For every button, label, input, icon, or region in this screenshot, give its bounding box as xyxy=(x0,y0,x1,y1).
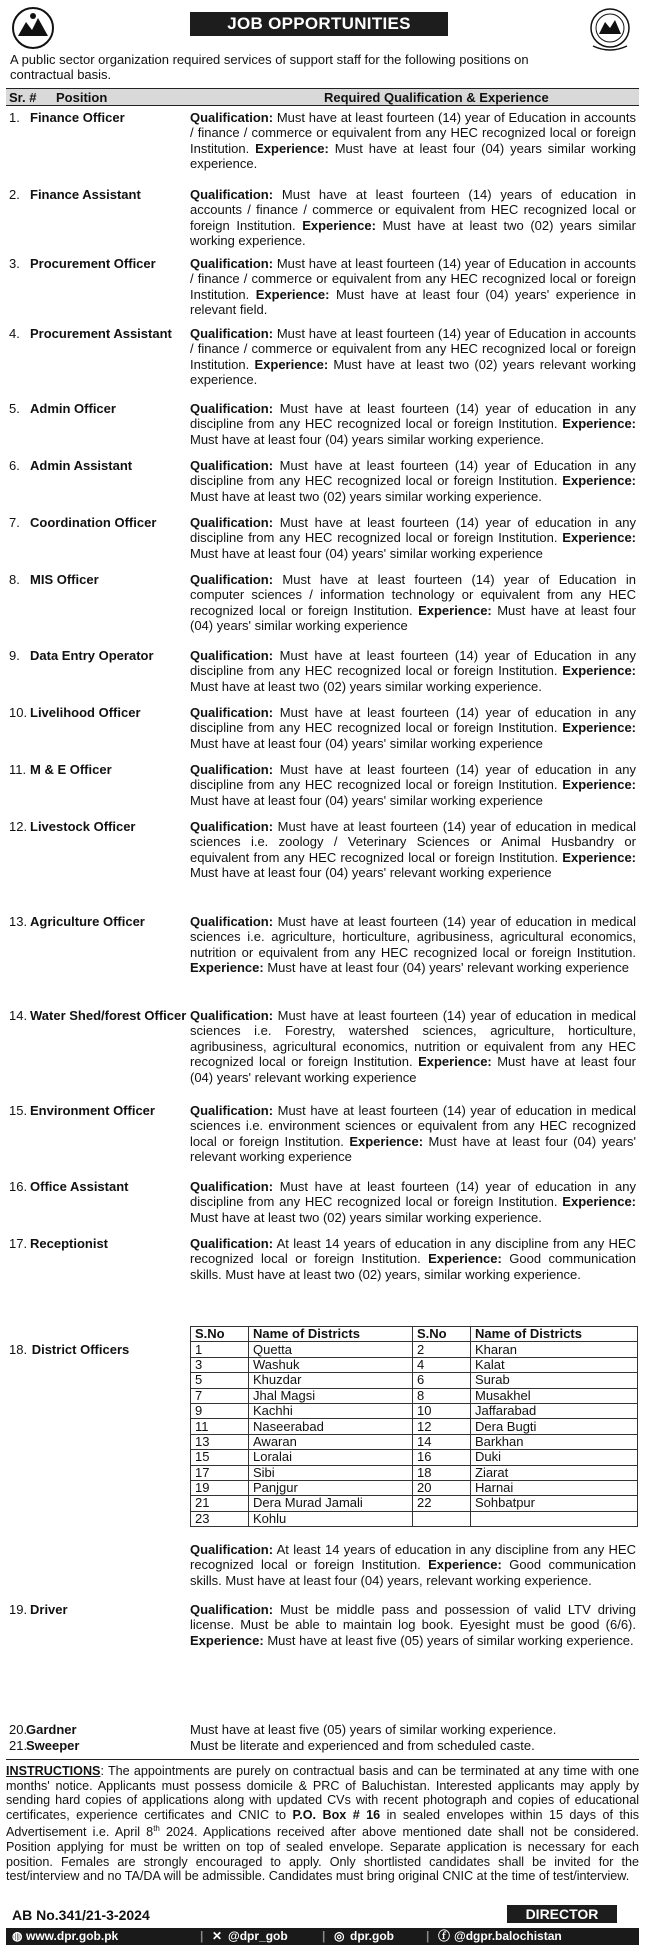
requirements: Must be literate and experienced and from scheduled caste. xyxy=(190,1738,535,1753)
list-item: 15. Environment Officer Qualification: Must have at least fourteen (14) year of education in medical sciences i.e. environment sciences or equivalent from any HEC recognized local or foreign Institution. Experience: Must have at least four (04) years' relevant working experience xyxy=(9,1103,637,1165)
table-row: 11 Naseerabad 12 Dera Bugti xyxy=(191,1419,638,1434)
position-title: Receptionist xyxy=(30,1236,109,1251)
position-title: Environment Officer xyxy=(30,1103,155,1118)
requirements: Qualification: Must have at least fourteen (14) year of education in any discipline from any HEC recognized local or foreign Institution. Experience: Must have at least four (04) years similar working experience. xyxy=(190,401,636,447)
position-title: Livestock Officer xyxy=(30,819,136,834)
position-title: Water Shed/forest Officer xyxy=(30,1008,187,1023)
list-item: 3. Procurement Officer Qualification: Must have at least fourteen (14) year of Education in accounts / finance / commerce or equivalent from any HEC recognized local or foreign Institution. Experience: Must have at least four (04) years' experience in relevant field. xyxy=(9,256,636,318)
requirements: Qualification: Must have at least fourteen (14) year of education in any discipline from any HEC recognized local or foreign Institution. Experience: Must have at least four (04) years' similar working experience xyxy=(190,515,636,561)
list-item: 13. Agriculture Officer Qualification: Must have at least fourteen (14) year of education in medical sciences i.e. agriculture, horticulture, agribusiness, agricultural economics, nutrition or equivalent from any HEC recognized local or foreign Institution. Experience: Must have at least four (04) years' relevant working experience xyxy=(9,914,636,976)
requirements: Qualification: Must have at least fourteen (14) year of Education in accounts / finance / commerce or equivalent from any HEC recognized local or foreign Institution. Experience: Must have at least four (04) years similar working experience. xyxy=(190,110,636,172)
list-item: 14. Water Shed/forest Officer Qualification: Must have at least fourteen (14) year of education in medical sciences i.e. Forestry, watershed sciences, agriculture, horticulture, agribusiness, agricultural economics, nutrition or equivalent from any HEC recognized local or foreign Institution. Experience: Must have at least four (04) years' relevant working experience xyxy=(9,1008,636,1085)
requirements: Qualification: At least 14 years of education in any discipline from any HEC recognized local or foreign Institution. Experience: Good communication skills. Must have at least two (02) years, similar working experience. xyxy=(190,1236,636,1282)
table-row: 15 Loralai 16 Duki xyxy=(191,1450,638,1465)
requirements: Qualification: Must have at least fourteen (14) year of Education in any discipline from any HEC recognized local or foreign Institution. Experience: Must have at least two (02) years similar working experience. xyxy=(190,458,636,504)
list-item: 5. Admin Officer Qualification: Must have at least fourteen (14) year of education in any discipline from any HEC recognized local or foreign Institution. Experience: Must have at least four (04) years similar working experience. xyxy=(9,401,636,447)
list-item: 20. Gardner Must have at least five (05) years of similar working experience. xyxy=(6,1722,639,1737)
requirements: Qualification: Must be middle pass and possession of valid LTV driving license. Must be able to maintain log book. Eyesight must be good (6/6). Experience: Must have at least five (05) years of similar working experience. xyxy=(190,1602,636,1648)
website-link[interactable]: www.dpr.gob.pk xyxy=(26,1929,119,1943)
table-row: 23 Kohlu xyxy=(191,1511,638,1526)
requirements: Qualification: Must have at least fourteen (14) year of education in any discipline from any HEC recognized local or foreign Institution. Experience: Must have at least two (02) years similar working experience. xyxy=(190,1179,636,1225)
requirements: Must have at least five (05) years of similar working experience. xyxy=(190,1722,557,1737)
position-title: Driver xyxy=(30,1602,68,1617)
col-position: Position xyxy=(56,90,108,105)
header xyxy=(6,4,639,52)
position-title: Finance Assistant xyxy=(30,187,141,202)
intro-text: A public sector organization required services of support staff for the following positions on contractual basis. xyxy=(10,52,529,82)
table-row: 19 Panjgur 20 Harnai xyxy=(191,1480,638,1495)
twitter-icon: ✕ xyxy=(212,1929,223,1943)
globe-icon: ◍ xyxy=(12,1929,23,1943)
position-title: Coordination Officer xyxy=(30,515,157,530)
list-item: 19. Driver Qualification: Must be middle pass and possession of valid LTV driving license. Must be able to maintain log book. Eyesight must be good (6/6). Experience: Must have at least five (05) years of similar working experience. xyxy=(9,1602,636,1648)
list-item: 18. District Officers xyxy=(9,1342,130,1357)
list-item: 2. Finance Assistant Qualification: Must have at least fourteen (14) years of education in accounts / finance / commerce or equivalent from HEC recognized local or foreign Institution. Experience: Must have at least two (02) years similar working experience. xyxy=(9,187,636,249)
list-item: 10. Livelihood Officer Qualification: Must have at least fourteen (14) year of education in any discipline from any HEC recognized local or foreign Institution. Experience: Must have at least four (04) years' similar working experience xyxy=(9,705,636,751)
list-item: 7. Coordination Officer Qualification: Must have at least fourteen (14) year of education in any discipline from any HEC recognized local or foreign Institution. Experience: Must have at least four (04) years' similar working experience xyxy=(9,515,636,561)
list-item: 6. Admin Assistant Qualification: Must have at least fourteen (14) year of Education in any discipline from any HEC recognized local or foreign Institution. Experience: Must have at least two (02) years similar working experience. xyxy=(9,458,636,504)
table-row: 1 Quetta 2 Kharan xyxy=(191,1342,638,1357)
requirements: Qualification: Must have at least fourteen (14) year of education in medical sciences i.e. Forestry, watershed sciences, agriculture, horticulture, agribusiness, agricultural economics, nutrition or equivalent from any HEC recognized local or foreign Institution. Experience: Must have at least four (04) years' relevant working experience xyxy=(190,1008,636,1085)
position-title: Gardner xyxy=(26,1722,77,1737)
list-item: 1. Finance Officer Qualification: Must have at least fourteen (14) year of Education in accounts / finance / commerce or equivalent from any HEC recognized local or foreign Institution. Experience: Must have at least four (04) years similar working experience. xyxy=(9,110,636,172)
instagram-icon: ◎ xyxy=(334,1929,345,1943)
position-title: M & E Officer xyxy=(30,762,112,777)
position-title: Sweeper xyxy=(26,1738,80,1753)
col-sr: Sr. # xyxy=(9,90,37,105)
position-title: Office Assistant xyxy=(30,1179,129,1194)
job-advertisement xyxy=(6,4,639,1945)
emblem-right-icon xyxy=(585,6,635,52)
list-item: 11. M & E Officer Qualification: Must have at least fourteen (14) year of education in any discipline from any HEC recognized local or foreign Institution. Experience: Must have at least four (04) years' similar working experience xyxy=(9,762,636,808)
requirements: Qualification: Must have at least fourteen (14) year of Education in computer sciences / information technology or equivalent from any HEC recognized local or foreign Institution. Experience: Must have at least four (04) years' similar working experience xyxy=(190,572,636,634)
instructions: INSTRUCTIONS: The appointments are purely on contractual basis and can be terminated at any time with one months' notice. Applicants must possess domicile & PRC of Baluchistan. Interested applicants may apply by sending hard copies of applications along with updated CVs with recent photograph and copies of educational certificates, experience certificates and CNIC to P.O. Box # 16 in sealed envelopes within 15 days of this Advertisement i.e. April 8th 2024. Applications received after above mentioned date shall not be considered. Position applying for must be written on top of sealed envelope. Separate application is necessary for each position. Females are strongly encouraged to apply. Only shortlisted candidates shall be invited for the test/interview and no TA/DA will be admissible. Candidates must bring original CNIC at the time of test/interview. xyxy=(6,1759,639,1884)
position-title: District Officers xyxy=(31,1342,130,1357)
requirements: Qualification: Must have at least fourteen (14) year of Education in accounts / finance / commerce or equivalent from any HEC recognized local or foreign Institution. Experience: Must have at least four (04) years' experience in relevant field. xyxy=(190,256,636,318)
table-header xyxy=(6,88,639,106)
list-item: 4. Procurement Assistant Qualification: Must have at least fourteen (14) year of Education in accounts / finance / commerce or equivalent from any HEC recognized local or foreign Institution. Experience: Must have at least two (02) years relevant working experience. xyxy=(9,326,636,388)
requirements: Qualification: Must have at least fourteen (14) years of education in accounts / finance / commerce or equivalent from HEC recognized local or foreign Institution. Experience: Must have at least two (02) years similar working experience. xyxy=(190,187,636,249)
list-item: 16. Office Assistant Qualification: Must have at least fourteen (14) year of education in any discipline from any HEC recognized local or foreign Institution. Experience: Must have at least two (02) years similar working experience. xyxy=(9,1179,636,1225)
position-title: Livelihood Officer xyxy=(30,705,141,720)
list-item: 21. Sweeper Must be literate and experienced and from scheduled caste. xyxy=(6,1738,639,1753)
instagram-link[interactable]: dpr.gob xyxy=(350,1929,394,1943)
table-row: 13 Awaran 14 Barkhan xyxy=(191,1434,638,1449)
requirements: Qualification: Must have at least fourteen (14) year of Education in accounts / finance / commerce or equivalent from any HEC recognized local or foreign Institution. Experience: Must have at least two (02) years relevant working experience. xyxy=(190,326,636,388)
table-row: 17 Sibi 18 Ziarat xyxy=(191,1465,638,1480)
director-label: DIRECTOR xyxy=(507,1905,617,1923)
twitter-link[interactable]: @dpr_gob xyxy=(228,1929,288,1943)
position-title: Admin Officer xyxy=(30,401,116,416)
requirements: Qualification: At least 14 years of education in any discipline from any HEC recognized local or foreign Institution. Experience: Good communication skills. Must have at least four (04) years, relevant working experience. xyxy=(190,1542,636,1588)
table-row: 3 Washuk 4 Kalat xyxy=(191,1357,638,1372)
table-row: 21 Dera Murad Jamali 22 Sohbatpur xyxy=(191,1496,638,1511)
list-item: 12. Livestock Officer Qualification: Must have at least fourteen (14) year of education in medical sciences i.e. zoology / Veterinary Sciences or Animal Husbandry or equivalent from any HEC recognized local or foreign Institution. Experience: Must have at least four (04) years' relevant working experience xyxy=(9,819,636,881)
position-title: Procurement Assistant xyxy=(30,326,172,341)
position-title: Data Entry Operator xyxy=(30,648,154,663)
position-title: Agriculture Officer xyxy=(30,914,145,929)
facebook-link[interactable]: @dgpr.balochistan xyxy=(454,1929,562,1943)
social-bar: ◍ www.dpr.gob.pk | ✕ @dpr_gob | ◎ dpr.gob | ⓕ @dgpr.balochistan xyxy=(6,1928,639,1945)
requirements: Qualification: Must have at least fourteen (14) year of education in medical sciences i.e. environment sciences or equivalent from any HEC recognized local or foreign Institution. Experience: Must have at least four (04) years' relevant working experience xyxy=(190,1103,637,1165)
position-title: Procurement Officer xyxy=(30,256,156,271)
districts-table: S.No Name of Districts S.No Name of Districts 1 Quetta 2 Kharan 3 Washuk 4 Kalat 5 Khuzdar 6 Surab 7 Jhal Magsi 8 Musakhel 9 Kachhi 10 Jaffarabad 11 Naseerabad 12 Dera Bugti 13 Awaran 14 Barkhan 15 Loralai 16 Duki 17 Sibi 18 Ziarat 19 Panjgur 20 Harnai 21 Dera Murad Jamali 22 Sohbatpur 23 Kohlu xyxy=(190,1326,638,1527)
list-item: 8. MIS Officer Qualification: Must have at least fourteen (14) year of Education in computer sciences / information technology or equivalent from any HEC recognized local or foreign Institution. Experience: Must have at least four (04) years' similar working experience xyxy=(9,572,636,634)
position-title: MIS Officer xyxy=(30,572,99,587)
list-item: 17. Receptionist Qualification: At least 14 years of education in any discipline from any HEC recognized local or foreign Institution. Experience: Good communication skills. Must have at least two (02) years, similar working experience. xyxy=(9,1236,636,1282)
positions-list xyxy=(6,110,639,1312)
requirements: Qualification: Must have at least fourteen (14) year of education in any discipline from any HEC recognized local or foreign Institution. Experience: Must have at least four (04) years' similar working experience xyxy=(190,762,636,808)
requirements: Qualification: Must have at least fourteen (14) year of education in medical sciences i.e. zoology / Veterinary Sciences or Animal Husbandry or equivalent from any HEC recognized local or foreign Institution. Experience: Must have at least four (04) years' relevant working experience xyxy=(190,819,636,881)
requirements: Qualification: Must have at least fourteen (14) year of Education in any discipline from any HEC recognized local or foreign Institution. Experience: Must have at least two (02) years similar working experience. xyxy=(190,648,636,694)
position-title: Finance Officer xyxy=(30,110,125,125)
requirements: Qualification: Must have at least fourteen (14) year of education in medical sciences i.e. agriculture, horticulture, agribusiness, agricultural economics, nutrition or equivalent from any HEC recognized local or foreign Institution. Experience: Must have at least four (04) years' relevant working experience xyxy=(190,914,636,976)
position-title: Admin Assistant xyxy=(30,458,133,473)
requirements: Qualification: Must have at least fourteen (14) year of education in any discipline from any HEC recognized local or foreign Institution. Experience: Must have at least four (04) years' similar working experience xyxy=(190,705,636,751)
facebook-icon: ⓕ xyxy=(438,1929,451,1943)
table-row: 9 Kachhi 10 Jaffarabad xyxy=(191,1403,638,1418)
emblem-left-icon xyxy=(10,6,56,50)
ad-number: AB No.341/21-3-2024 xyxy=(12,1907,150,1923)
page-title: JOB OPPORTUNITIES xyxy=(190,12,448,36)
col-requirements: Required Qualification & Experience xyxy=(324,90,549,105)
list-item: 9. Data Entry Operator Qualification: Must have at least fourteen (14) year of Education in any discipline from any HEC recognized local or foreign Institution. Experience: Must have at least two (02) years similar working experience. xyxy=(9,648,636,694)
table-row: 5 Khuzdar 6 Surab xyxy=(191,1373,638,1388)
table-row: 7 Jhal Magsi 8 Musakhel xyxy=(191,1388,638,1403)
